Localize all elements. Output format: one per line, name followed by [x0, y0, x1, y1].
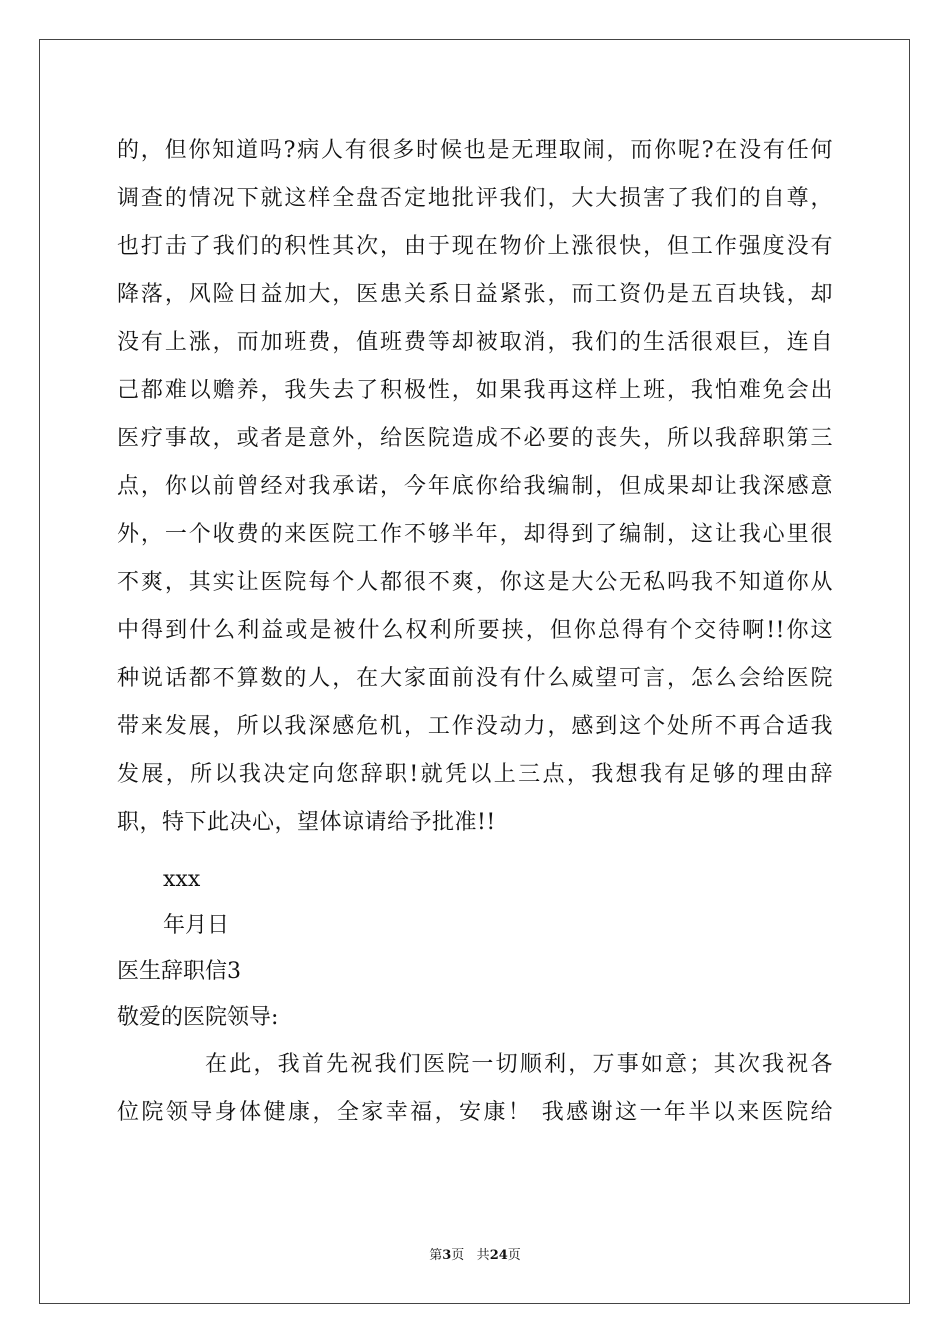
- text-line: 位院领导身体健康，全家幸福，安康！ 我感谢这一年半以来医院给: [117, 1100, 833, 1125]
- text-line: 点，你以前曾经对我承诺，今年底你给我编制，但成果却让我深感意: [117, 474, 833, 499]
- text-line: 调查的情况下就这样全盘否定地批评我们，大大损害了我们的自尊，: [117, 186, 833, 211]
- text-line: 发展，所以我决定向您辞职!就凭以上三点，我想我有足够的理由辞: [117, 762, 833, 787]
- letter-paragraph-2: [117, 1041, 833, 1137]
- text-line: 己都难以赡养，我失去了积极性，如果我再这样上班，我怕难免会出: [117, 378, 833, 403]
- salutation: 敬爱的医院领导:: [117, 1005, 279, 1030]
- footer-page-current: 3: [442, 1248, 452, 1263]
- text-line: 不爽，其实让医院每个人都很不爽，你这是大公无私吗我不知道你从: [117, 570, 833, 595]
- text-line: 没有上涨，而加班费，值班费等却被取消，我们的生活很艰巨，连自: [117, 330, 833, 355]
- text-line: 医疗事故，或者是意外，给医院造成不必要的丧失，所以我辞职第三: [117, 426, 833, 451]
- letter-paragraph: [117, 127, 833, 847]
- footer-total-prefix: 共: [476, 1248, 490, 1263]
- text-line: 中得到什么利益或是被什么权利所要挟，但你总得有个交待啊!!你这: [117, 618, 833, 643]
- spacer: [117, 847, 833, 857]
- text-line: 带来发展，所以我深感危机，工作没动力，感到这个处所不再合适我: [117, 714, 833, 739]
- footer-page-total: 24: [489, 1248, 508, 1263]
- letter-heading: 医生辞职信3: [117, 959, 241, 984]
- footer-total-suffix: 页: [507, 1248, 521, 1263]
- text-line: 在此，我首先祝我们医院一切顺利，万事如意；其次我祝各: [205, 1052, 833, 1077]
- text-line: 的，但你知道吗?病人有很多时候也是无理取闹，而你呢?在没有任何: [117, 138, 833, 163]
- text-line: 外，一个收费的来医院工作不够半年，却得到了编制，这让我心里很: [117, 522, 833, 547]
- text-line: 职，特下此决心，望体谅请给予批准!!: [117, 810, 496, 835]
- text-line: 降落，风险日益加大，医患关系日益紧张，而工资仍是五百块钱，却: [117, 282, 833, 307]
- text-line: 种说话都不算数的人，在大家面前没有什么威望可言，怎么会给医院: [117, 666, 833, 691]
- date-line: 年月日: [163, 913, 230, 938]
- footer-page-suffix: 页: [451, 1248, 465, 1263]
- footer-page-prefix: 第: [429, 1248, 443, 1263]
- signature: xxx: [163, 867, 201, 892]
- page-footer: [0, 1244, 950, 1263]
- document-body: [117, 127, 833, 1137]
- text-line: 也打击了我们的积性其次，由于现在物价上涨很快，但工作强度没有: [117, 234, 833, 259]
